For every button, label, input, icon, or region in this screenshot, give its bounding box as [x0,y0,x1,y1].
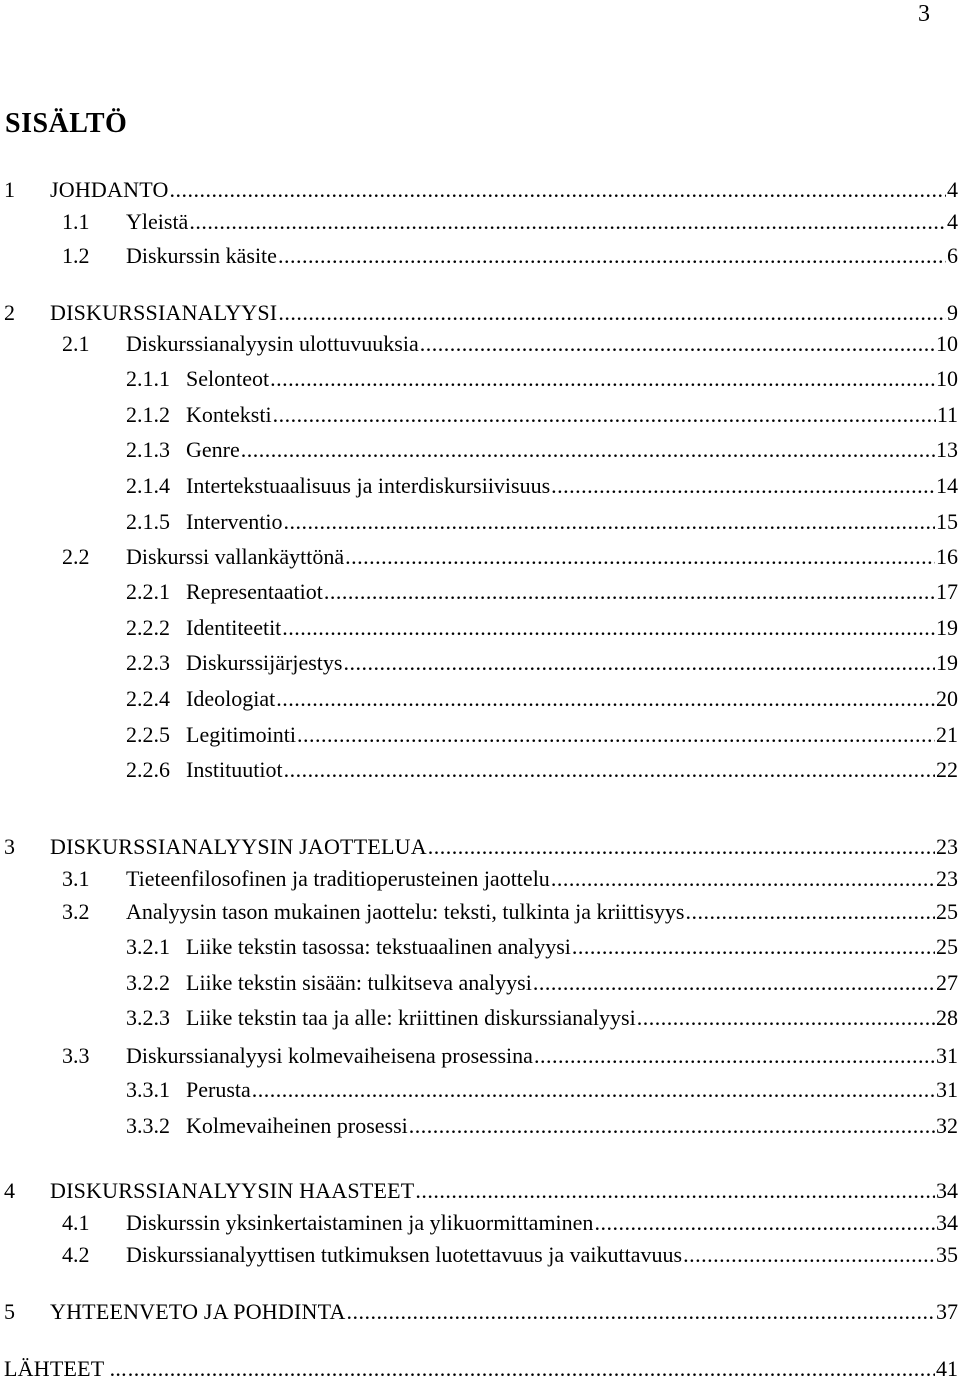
leader-dots [428,835,935,859]
toc-entry-page: 34 [936,1210,958,1235]
toc-entry-number: 1 [4,177,15,202]
leader-dots [533,971,935,995]
toc-entry-number: 2.1.3 [126,437,170,462]
toc-entry-label: Analyysin tason mukainen jaottelu: teksti, tulkinta ja kriittisyys [126,899,685,924]
toc-entry-label: Liike tekstin taa ja alle: kriittinen diskurssianalyysi [186,1005,636,1030]
toc-entry-label: Yleistä [126,209,189,234]
toc-entry[interactable] [0,168,958,202]
toc-entry[interactable] [0,1233,958,1267]
leader-dots [534,1044,935,1068]
toc-entry[interactable] [0,748,958,782]
leader-dots [278,244,946,268]
toc-entry[interactable] [0,961,958,995]
toc-entry[interactable] [0,291,958,325]
toc-entry-page: 20 [936,686,958,711]
toc-entry-number: 4 [4,1178,15,1203]
toc-entry-number: 2 [4,300,15,325]
toc-entry-page: 6 [947,243,958,268]
toc-entry[interactable] [0,606,958,640]
toc-entry[interactable] [0,1201,958,1235]
toc-entry-page: 35 [936,1242,958,1267]
toc-entry-label: Diskurssianalyysi kolmevaiheisena prosessina [126,1043,533,1068]
toc-entry-label: Genre [186,437,240,462]
toc-title: SISÄLTÖ [5,108,128,139]
toc-entry-label: Ideologiat [186,686,276,711]
toc-entry-page: 19 [936,650,958,675]
toc-entry-page: 13 [936,437,958,462]
leader-dots [345,545,935,569]
toc-entry-number: 3.3 [62,1043,90,1068]
toc-entry-label: Diskurssi vallankäyttönä [126,544,345,569]
toc-entry-page: 16 [936,544,958,569]
toc-entry[interactable] [0,234,958,268]
toc-entry[interactable] [0,890,958,924]
leader-dots [170,178,946,202]
toc-entry-number: 4.1 [62,1210,90,1235]
leader-dots [252,1078,935,1102]
page-number: 3 [918,1,930,27]
leader-dots [420,332,935,356]
toc-entry-page: 21 [936,722,958,747]
toc-entry-label: Perusta [186,1077,251,1102]
toc-entry-label: Tieteenfilosofinen ja traditioperusteinen jaottelu [126,866,550,891]
toc-entry-page: 31 [936,1077,958,1102]
toc-entry[interactable] [0,1290,958,1324]
toc-entry[interactable] [0,1104,958,1138]
leader-dots [686,900,936,924]
toc-entry[interactable] [0,535,958,569]
toc-entry-label: Interventio [186,509,283,534]
leader-dots [343,651,935,675]
leader-dots [683,1243,935,1267]
toc-entry-page: 37 [936,1299,958,1324]
toc-entry-page: 10 [936,331,958,356]
toc-entry-label: Instituutiot [186,757,283,782]
toc-entry-number: 2.2.3 [126,650,170,675]
leader-dots [128,1357,935,1381]
toc-entry-page: 15 [936,509,958,534]
toc-entry-page: 4 [947,209,958,234]
toc-entry-number: 2.1.1 [126,366,170,391]
toc-entry[interactable] [0,200,958,234]
toc-entry[interactable] [0,677,958,711]
toc-entry-label: LÄHTEET ... [4,1356,127,1381]
toc-entry-page: 11 [936,402,958,427]
toc-entry-number: 3.2 [62,899,90,924]
toc-entry-label: Diskurssianalyysin ulottuvuuksia [126,331,419,356]
toc-entry-page: 19 [936,615,958,640]
toc-entry-number: 3.2.1 [126,934,170,959]
toc-entry-number: 2.2.1 [126,579,170,604]
toc-entry-label: Identiteetit [186,615,282,640]
leader-dots [284,758,935,782]
toc-entry-number: 2.1.2 [126,402,170,427]
leader-dots [297,723,935,747]
toc-entry[interactable] [0,1347,958,1381]
leader-dots [637,1006,935,1030]
toc-entry-label: JOHDANTO [50,177,169,202]
toc-entry-label: Liike tekstin tasossa: tekstuaalinen analyysi [186,934,571,959]
leader-dots [409,1114,935,1138]
toc-entry-page: 23 [936,866,958,891]
toc-entry[interactable] [0,825,958,859]
toc-entry-label: Liike tekstin sisään: tulkitseva analyysi [186,970,532,995]
toc-entry-page: 25 [936,899,958,924]
toc-entry[interactable] [0,713,958,747]
leader-dots [415,1179,935,1203]
toc-entry-number: 3 [4,834,15,859]
leader-dots [551,867,935,891]
leader-dots [189,210,946,234]
toc-entry-number: 3.3.1 [126,1077,170,1102]
toc-entry-label: DISKURSSIANALYYSIN HAASTEET [50,1178,415,1203]
toc-entry-page: 34 [936,1178,958,1203]
toc-entry-number: 4.2 [62,1242,90,1267]
toc-entry-number: 2.2 [62,544,90,569]
toc-entry[interactable] [0,570,958,604]
toc-entry-page: 22 [936,757,958,782]
toc-entry[interactable] [0,925,958,959]
leader-dots [347,1300,935,1324]
toc-entry[interactable] [0,357,958,391]
toc-entry-number: 3.3.2 [126,1113,170,1138]
leader-dots [273,403,936,427]
toc-entry-page: 31 [936,1043,958,1068]
toc-entry-label: Intertekstuaalisuus ja interdiskursiivisuus [186,473,551,498]
toc-entry-label: Kolmevaiheinen prosessi [186,1113,408,1138]
toc-entry-page: 4 [947,177,958,202]
toc-entry-page: 23 [936,834,958,859]
leader-dots [241,438,935,462]
toc-entry-number: 5 [4,1299,15,1324]
leader-dots [284,510,935,534]
toc-entry-number: 2.1.4 [126,473,170,498]
toc-entry-label: DISKURSSIANALYYSI [50,300,278,325]
leader-dots [551,474,935,498]
toc-entry-page: 27 [936,970,958,995]
toc-entry[interactable] [0,1068,958,1102]
toc-entry-page: 32 [936,1113,958,1138]
toc-entry-page: 9 [947,300,958,325]
toc-entry[interactable] [0,996,958,1030]
toc-entry-number: 2.2.2 [126,615,170,640]
leader-dots [270,367,935,391]
toc-entry-page: 14 [936,473,958,498]
toc-entry-number: 3.2.3 [126,1005,170,1030]
toc-entry-page: 10 [936,366,958,391]
toc-entry[interactable] [0,393,958,427]
toc-entry-number: 2.1.5 [126,509,170,534]
toc-entry-label: Representaatiot [186,579,323,604]
toc-entry-page: 25 [936,934,958,959]
toc-entry-number: 2.2.6 [126,757,170,782]
toc-entry-number: 1.2 [62,243,90,268]
toc-entry[interactable] [0,1169,958,1203]
toc-entry-label: Selonteot [186,366,270,391]
toc-entry[interactable] [0,428,958,462]
toc-entry-page: 28 [936,1005,958,1030]
leader-dots [324,580,935,604]
toc-entry-number: 2.2.4 [126,686,170,711]
toc-entry-label: Diskurssin käsite [126,243,277,268]
leader-dots [282,616,935,640]
leader-dots [594,1211,935,1235]
toc-entry-number: 3.2.2 [126,970,170,995]
toc-entry-label: DISKURSSIANALYYSIN JAOTTELUA [50,834,427,859]
leader-dots [276,687,935,711]
toc-entry[interactable] [0,322,958,356]
toc-entry[interactable] [0,464,958,498]
toc-entry-label: Konteksti [186,402,272,427]
toc-entry-label: Diskurssijärjestys [186,650,343,675]
leader-dots [572,935,935,959]
toc-entry[interactable] [0,641,958,675]
toc-entry-page: 17 [936,579,958,604]
toc-entry-page: 41 [936,1356,958,1381]
toc-entry[interactable] [0,857,958,891]
toc-entry-number: 2.1 [62,331,90,356]
toc-entry-label: YHTEENVETO JA POHDINTA [50,1299,346,1324]
toc-entry-label: Legitimointi [186,722,296,747]
toc-entry[interactable] [0,1034,958,1068]
toc-entry-number: 2.2.5 [126,722,170,747]
toc-entry[interactable] [0,500,958,534]
toc-entry-label: Diskurssianalyyttisen tutkimuksen luotettavuus ja vaikuttavuus [126,1242,683,1267]
toc-entry-number: 3.1 [62,866,90,891]
toc-entry-number: 1.1 [62,209,90,234]
toc-entry-label: Diskurssin yksinkertaistaminen ja ylikuormittaminen [126,1210,594,1235]
